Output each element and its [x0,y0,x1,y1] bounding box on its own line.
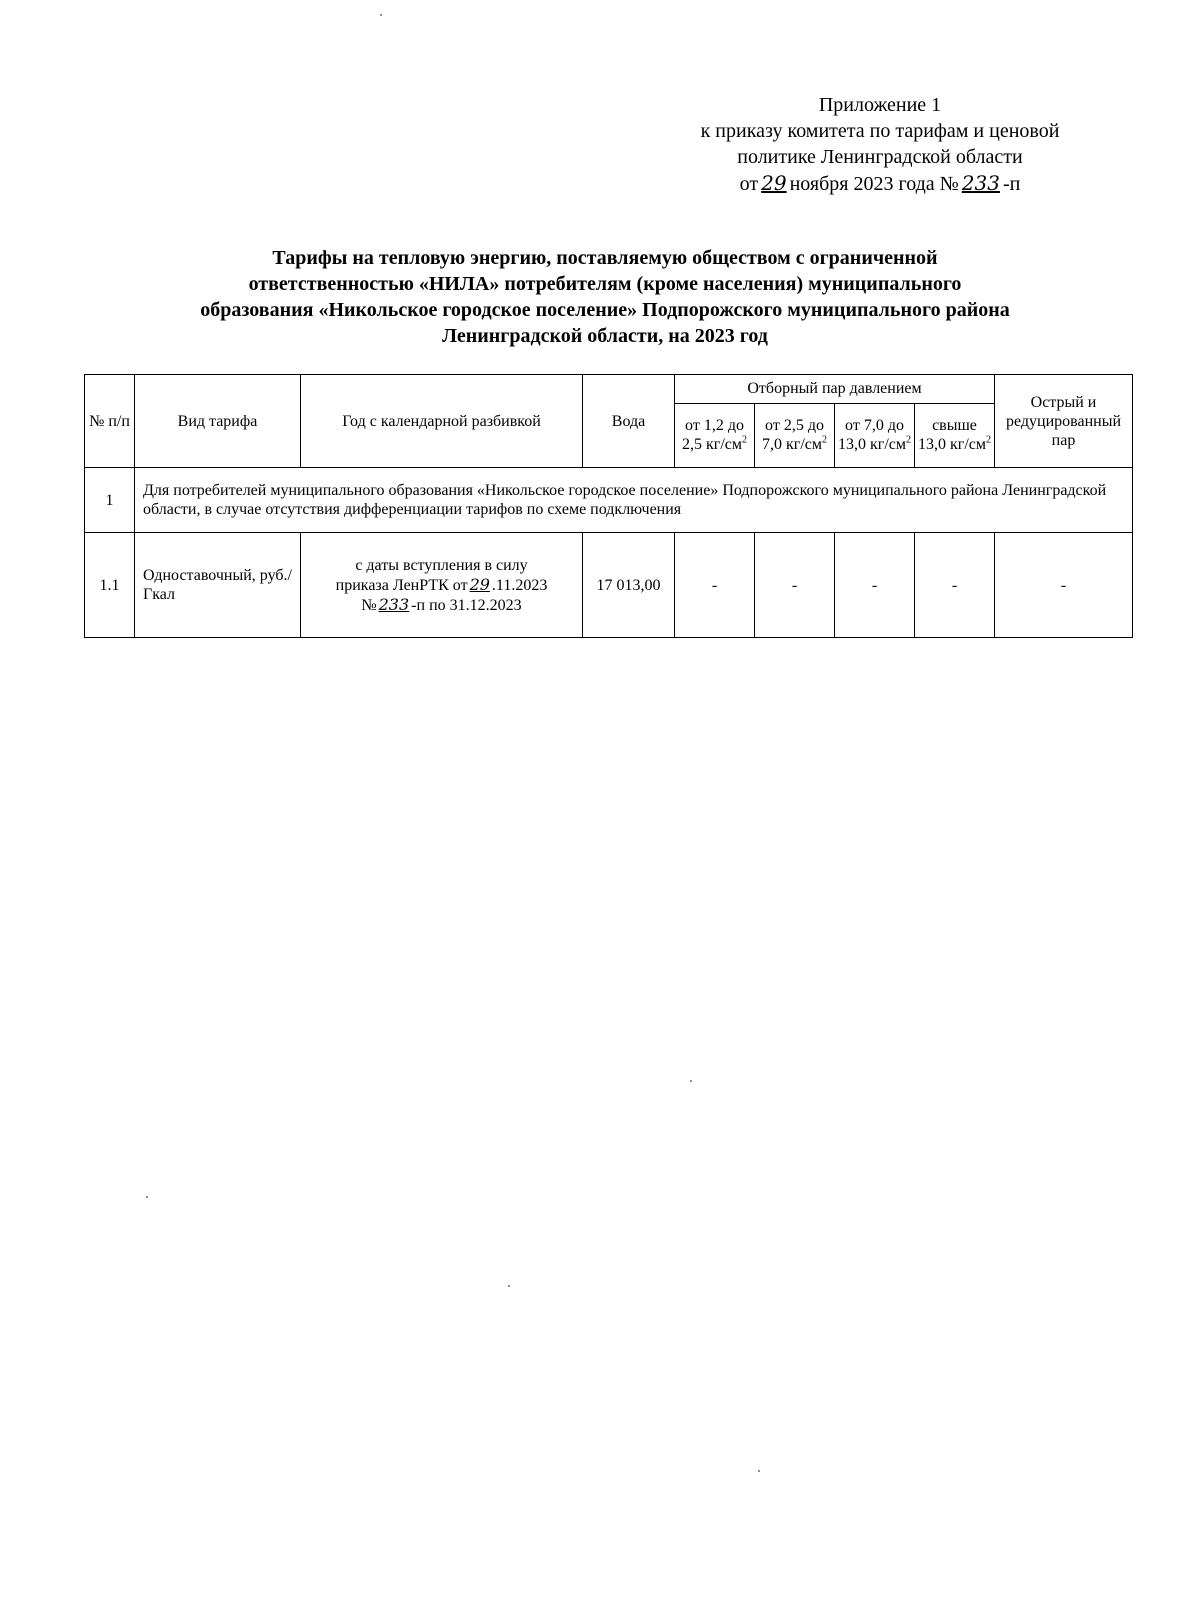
header-water: Вода [583,375,675,468]
scan-speck [380,14,382,16]
title-line-4: Ленинградской области, на 2023 год [442,325,768,347]
row1-num: 1 [85,468,135,533]
table-row-1-1 [85,533,1133,638]
scan-speck [146,1196,148,1198]
handwritten-day-2: 29 [469,574,490,594]
table-row-section-1 [85,468,1133,533]
header-sharp-steam: Острый и редуцированный пар [995,375,1133,468]
header-pressure-4: свыше 13,0 $кг/см^2$ [915,403,995,468]
document-title [90,245,1120,349]
appendix-line-1: Приложение 1 [818,94,942,116]
row11-pressure-2: - [755,533,835,638]
appendix-header [640,92,1120,197]
date-middle: ноября 2023 года № [789,173,959,195]
title-line-3: образования «Никольское городское поселение» Подпорожского муниципального района [200,299,1010,321]
scan-speck [758,1470,760,1472]
appendix-line-3: политике Ленинградской области [737,146,1023,168]
header-pressure-1: от 1,2 до 2,5 $кг/см^2$ [675,403,755,468]
handwritten-order-number-2: 233 [378,594,410,614]
header-pressure-3: от 7,0 до 13,0 $кг/см^2$ [835,403,915,468]
title-line-2: ответственностью «НИЛА» потребителям (кроме населения) муниципального [248,273,962,295]
row11-sharp-steam: - [995,533,1133,638]
tariff-table [84,374,1133,638]
order-suffix: -п [1002,173,1021,195]
row11-period: с даты вступления в силу приказа ЛенРТК от 29 .11.2023 № 233 -п по 31.12.2023 [301,533,583,638]
header-row-1 [85,375,1133,404]
row11-num: 1.1 [85,533,135,638]
row11-water: 17 013,00 [583,533,675,638]
header-steam-group: Отборный пар давлением [675,375,995,404]
handwritten-day: 29 [761,171,787,195]
row11-tariff-type: Одноставочный, руб./Гкал [135,533,301,638]
row11-pressure-4: - [915,533,995,638]
header-year: Год с календарной разбивкой [301,375,583,468]
handwritten-order-number: 233 [961,171,1000,195]
title-line-1: Тарифы на тепловую энергию, поставляемую обществом с ограниченной [272,247,938,269]
header-tariff-type: Вид тарифа [135,375,301,468]
header-num: № п/п [85,375,135,468]
row11-pressure-1: - [675,533,755,638]
appendix-line-2: к приказу комитета по тарифам и ценовой [700,120,1060,142]
header-pressure-2: от 2,5 до 7,0 $кг/см^2$ [755,403,835,468]
row1-description: Для потребителей муниципального образования «Никольское городское поселение» Подпорожского муниципального района Ленинградской области, в случае отсутствия дифференциации тарифов по схеме подключения [135,468,1133,533]
appendix-date-line [640,170,1120,197]
scan-speck [690,1080,692,1082]
date-prefix: от [739,173,759,195]
row11-pressure-3: - [835,533,915,638]
scan-speck [508,1285,510,1287]
